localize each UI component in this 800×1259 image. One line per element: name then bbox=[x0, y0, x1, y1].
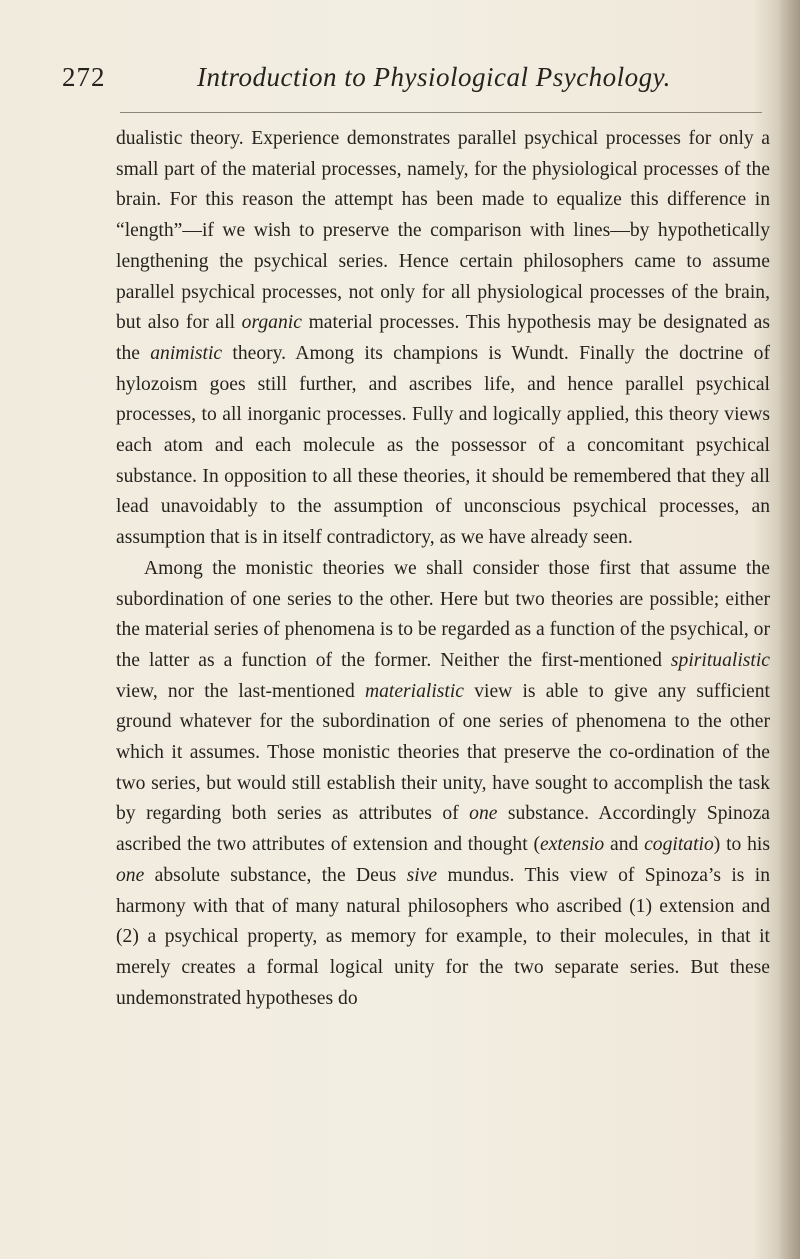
header-rule bbox=[120, 112, 762, 113]
italic-text: one bbox=[116, 864, 145, 886]
page-header bbox=[62, 62, 762, 102]
italic-text: extensio bbox=[540, 834, 605, 856]
text-run: substance. Accordingly Spinoza ascribed the two attributes of extension and thought ( bbox=[116, 803, 770, 856]
text-run: Among the monistic theories we shall consider those first that assume the subordination of one series to the other. Here but two theories are possible; either the material series of phenomena is to be regarded as a function of the psychical, or the latter as a function of the former. Neither the first-mentioned bbox=[116, 557, 770, 671]
italic-text: organic bbox=[241, 312, 302, 334]
text-run: dualistic theory. Experience demonstrates parallel psychical processes for only a small part of the material processes, namely, for the physiological processes of the brain. For this reason the attempt has been made to equalize this difference in “length”—if we wish to preserve the comparison with lines—by hypothetically lengthening the psychical series. Hence certain philosophers came to assume parallel psychical processes, not only for all physiological processes of the brain, but also for all bbox=[116, 128, 770, 334]
paragraph bbox=[116, 124, 770, 554]
text-run: material processes. This hypothesis may be designated as the bbox=[116, 312, 770, 364]
text-run: absolute substance, the Deus bbox=[144, 864, 407, 886]
page-edge-shadow bbox=[778, 0, 800, 1259]
italic-text: sive bbox=[406, 864, 438, 886]
text-run: mundus. This view of Spinoza’s is in harmony with that of many natural philosophers who ascribed (1) extension and (2) a psychical property, as memory for example, to their molecules, in that it merely creates a formal logical unity for the two separate series. But these undemonstrated hypotheses do bbox=[116, 864, 770, 1009]
text-run: view, nor the last-mentioned bbox=[116, 680, 365, 702]
italic-text: spiritualistic bbox=[670, 649, 770, 671]
body-text bbox=[116, 124, 770, 1014]
italic-text: cogitatio bbox=[644, 834, 714, 856]
text-run: view is able to give any sufficient ground whatever for the subordination of one series of phenomena to the other which it assumes. Those monistic theories that preserve the co-ordination of the two series, but would still establish their unity, have sought to accomplish the task by regarding both series as attributes of bbox=[116, 680, 770, 825]
running-title: Introduction to Physiological Psychology. bbox=[197, 62, 671, 92]
text-run: theory. Among its champions is Wundt. Finally the doctrine of hylozoism goes still further, and ascribes life, and hence parallel psychical processes, to all inorganic processes. Fully and logically applied, this theory views each atom and each molecule as the possessor of a concomitant psychical substance. In opposition to all these theories, it should be remembered that they all lead unavoidably to the assumption of unconscious psychical processes, an assumption that is in itself contradictory, as we have already seen. bbox=[116, 342, 770, 549]
text-run: ) to his bbox=[713, 834, 770, 856]
page-number: 272 bbox=[62, 62, 106, 92]
italic-text: one bbox=[469, 803, 498, 825]
paragraph bbox=[116, 554, 770, 1015]
text-run: and bbox=[604, 834, 645, 856]
italic-text: materialistic bbox=[364, 680, 465, 702]
italic-text: animistic bbox=[150, 342, 223, 364]
